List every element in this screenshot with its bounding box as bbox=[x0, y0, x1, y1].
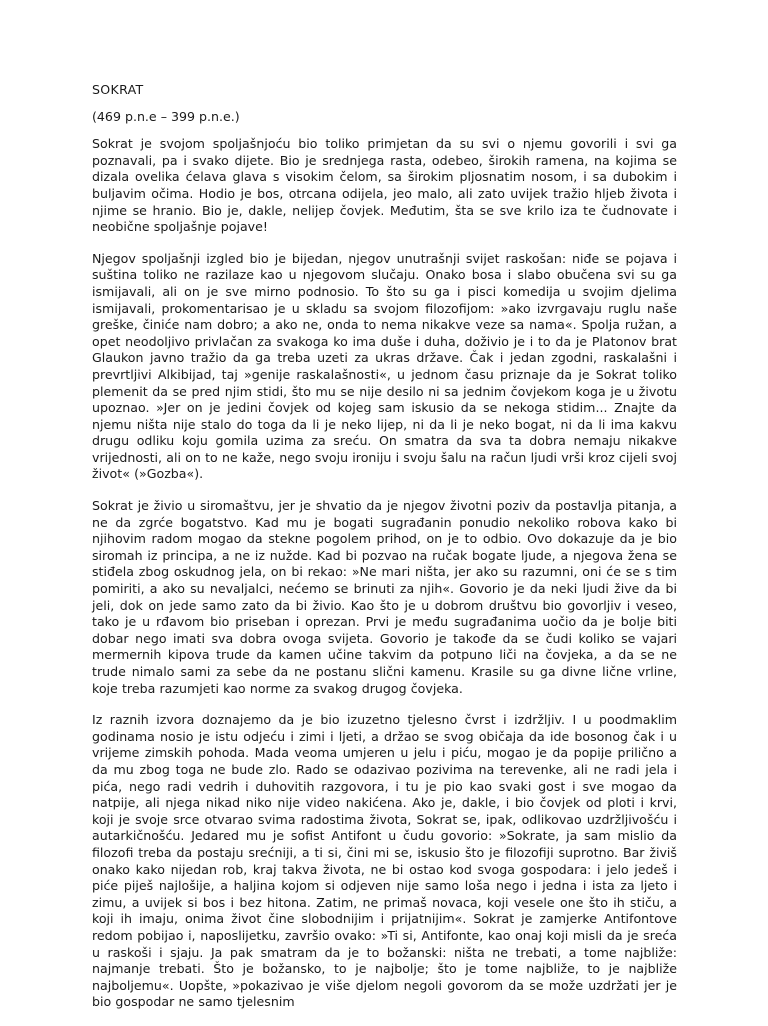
paragraph-1: Sokrat je svojom spoljašnjoću bio toliko primjetan da su svi o njemu govorili i svi ga poznavali, pa i svako dijete. Bio je srednjega rasta, odebeo, širokih ramena, na kojima se dizala ovelika ćelava glava s visokim čelom, sa širokim pljosnatim nosom, i sa dubokim i buljavim očima. Hodio je bos, otrcana odijela, jeo malo, ali zato uvijek tražio hljeb života i njime se hranio. Bio je, dakle, nelijep čovjek. Međutim, šta se sve krilo iza te čudnovate i neobične spoljašnje pojave! bbox=[92, 136, 677, 235]
life-dates: (469 p.n.e – 399 p.n.e.) bbox=[92, 108, 240, 124]
paragraph-2: Njegov spoljašnji izgled bio je bijedan, njegov unutrašnji svijet raskošan: niđe se pojava i suština toliko ne razilaze kao u njegovom slučaju. Onako bosa i slabo obučena svi su ga ismijavali, ali on je sve mirno podnosio. To što su ga i pisci komedija u svojim djelima ismijavali, prokomentarisao je u skladu sa svojom filozofijom: »ako izvrgavaju ruglu naše greške, činiće nam dobro; a ako ne, onda to nema nikakve veze sa nama«. Spolja ružan, a opet neodoljivo privlačan za svakoga ko ima duše i duha, doživio je i to da je Platonov brat Glaukon javno tražio da ga treba uzeti za ukras države. Čak i jedan zgodni, raskalašni i prevrtljivi Alkibijad, taj »genije raskalašnosti«, u jednom času priznaje da je Sokrat toliko plemenit da se pred njim stidi, što mu se nije desilo ni sa jednim čovjekom koga je u životu upoznao. »Jer on je jedini čovjek od kojeg sam iskusio da se nekoga stidim... Znajte da njemu ništa nije stalo do toga da li je neko lijep, ni da li je neko bogat, ni da li ima kakvu drugu odliku koju gomila uzima za sreću. On smatra da sva ta dobra nemaju nikakve vrijednosti, ali on to ne kaže, nego svoju ironiju i svoju šalu na račun ljudi vrši kroz cijeli svoj život« (»Gozba«). bbox=[92, 250, 677, 482]
document-page bbox=[92, 82, 677, 1026]
paragraph-3: Sokrat je živio u siromaštvu, jer je shvatio da je njegov životni poziv da postavlja pitanja, a ne da zgrće bogatstvo. Kad mu je bogati sugrađanin ponudio nekoliko robova kako bi njihovim radom mogao da stekne pogolem prihod, on je to odbio. Ovo dokazuje da je bio siromah iz principa, a ne iz nužde. Kad bi pozvao na ručak bogate ljude, a njegova žena se stiđela zbog oskudnog jela, on bi rekao: »Ne mari ništa, jer ako su razumni, oni će se s tim pomiriti, a ako su nevaljalci, nećemo se brinuti za njih«. Govorio je da neki ljudi žive da bi jeli, dok on jede samo zato da bi živio. Kao što je u dobrom društvu bio govorljiv i veseo, tako je u rđavom bio priseban i oprezan. Prvi je među sugrađanima uočio da je bolje biti dobar nego imati sva dobra ovoga svijeta. Govorio je takođe da se čudi koliko se vajari mermernih kipova trude da kamen učine takvim da potpuno liči na čovjeka, a da se ne trude nimalo sami za sebe da ne postanu slični kamenu. Krasile su ga divne lične vrline, koje treba razumjeti kao norme za svakog drugog čovjeka. bbox=[92, 498, 677, 696]
document-title: SOKRAT bbox=[92, 82, 144, 97]
paragraph-4: Iz raznih izvora doznajemo da je bio izuzetno tjelesno čvrst i izdržljiv. I u poodmaklim godinama nosio je istu odjeću i zimi i ljeti, a držao se svog običaja da ide bosonog čak i u vrijeme zimskih pohoda. Mada veoma umjeren u jelu i piću, mogao je da popije prilično a da mu zbog toga ne bude zlo. Rado se odazivao pozivima na terevenke, ali ne radi jela i pića, nego radi vedrih i duhovitih razgovora, i tu je pio kao svaki gost i sve mogao da natpije, ali njega nikad niko nije video nakićena. Ako je, dakle, i bio čovjek od ploti i krvi, koji je svoje srce otvarao svima radostima života, Sokrat se, ipak, odlikovao uzdržljivošću i autarkičnošću. Jedared mu je sofist Antifont u čudu govorio: »Sokrate, ja sam mislio da filozofi treba da postaju srećniji, a ti si, čini mi se, iskusio što je filozofiji suprotno. Bar živiš onako kako nijedan rob, kraj takva života, ne bi ostao kod svoga gospodara: i jelo jedeš i piće piješ najlošije, a haljina kojom si odjeven nije samo loša nego i jedna i ista za ljeto i zimu, a uvijek si bos i bez hitona. Zatim, ne primaš novaca, koji vesele one što ih stiču, a koji ih imaju, onima život čine slobodnijim i prijatnijim«. Sokrat je zamjerke Antifontove redom pobijao i, naposlijetku, završio ovako: »Ti si, Antifonte, kao onaj koji misli da je sreća u raskoši i sjaju. Ja pak smatram da je to božanski: ništa ne trebati, a tome najbliže: najmanje trebati. Što je božansko, to je najbolje; što je tome najbliže, to je najbliže najboljemu«. Uopšte, »pokazivao je više djelom negoli govorom da se može uzdržati jer je bio gospodar ne samo tjelesnim bbox=[92, 712, 677, 1010]
